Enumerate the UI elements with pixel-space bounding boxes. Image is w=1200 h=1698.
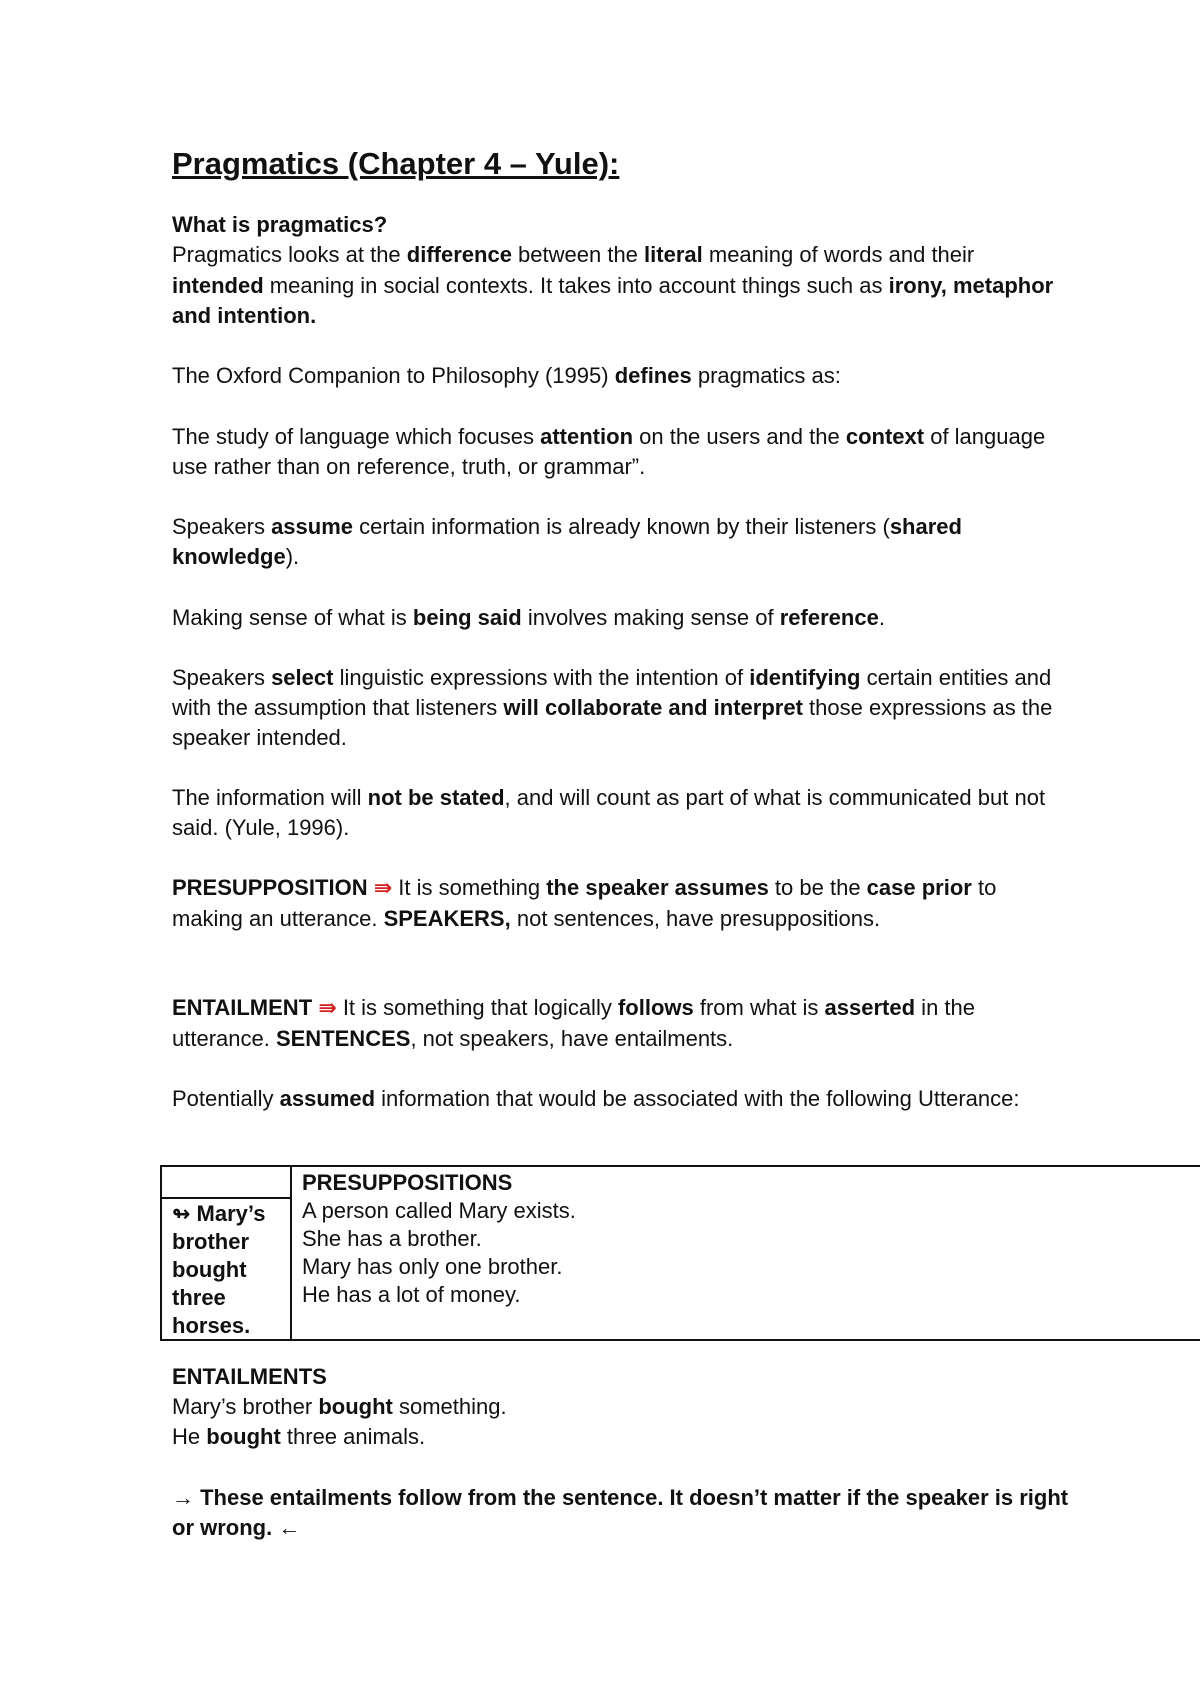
entailments-section [172, 1362, 1072, 1452]
what-is-section [172, 210, 1072, 331]
select-paragraph [172, 663, 1072, 753]
assume-paragraph [172, 512, 1072, 572]
term-label: PRESUPPOSITION [172, 875, 368, 900]
table-row: A person called Mary exists. [302, 1198, 576, 1223]
text-run: of language use rather than on reference, truth, or grammar”. [172, 424, 1046, 479]
text-run: , not speakers, have entailments. [410, 1026, 734, 1051]
text-run: on the users and the [633, 424, 846, 449]
text-run: three animals. [280, 1424, 426, 1449]
empty-header-cell [162, 1167, 290, 1199]
text-run: between the [511, 242, 645, 267]
table-row: She has a brother. [302, 1226, 482, 1251]
text-run: Making sense of what is [172, 605, 413, 630]
utterance-text: ↬ Mary’s brother bought three horses. [172, 1201, 266, 1338]
term-label: ENTAILMENT [172, 995, 313, 1020]
definition-paragraph [172, 422, 1072, 482]
text-run: pragmatics as: [691, 363, 841, 388]
bold-term: being said [412, 605, 522, 630]
bold-term: defines [614, 363, 692, 388]
presuppositions-table [160, 1165, 1200, 1341]
entailment-definition [172, 993, 1072, 1054]
text-run: ). [285, 544, 300, 569]
implies-arrow-icon: ⇛ [373, 876, 393, 901]
text-run: from what is [693, 995, 825, 1020]
bold-term: irony, metaphor and intention. [172, 273, 1054, 328]
bold-term: asserted [824, 995, 916, 1020]
table-header: PRESUPPOSITIONS [302, 1170, 513, 1195]
table-row: He has a lot of money. [302, 1282, 521, 1307]
conclusion-text: → These entailments follow from the sentence. It doesn’t matter if the speaker is right or wrong. ← [172, 1485, 1069, 1540]
section-heading: What is pragmatics? [172, 212, 388, 237]
text-run: linguistic expressions with the intention of [333, 665, 750, 690]
text-run: Pragmatics looks at the [172, 242, 407, 267]
bold-term: assume [271, 514, 354, 539]
bold-term: literal [644, 242, 703, 267]
bold-term: shared knowledge [172, 514, 962, 569]
bold-term: bought [318, 1394, 393, 1419]
bold-term: context [845, 424, 925, 449]
text-run: certain information is already known by their listeners ( [353, 514, 890, 539]
text-run: The information will [172, 785, 368, 810]
bold-term: reference [779, 605, 879, 630]
conclusion-paragraph [172, 1483, 1072, 1543]
assumed-info-paragraph [172, 1084, 1072, 1114]
not-stated-paragraph [172, 783, 1072, 843]
bold-term: follows [617, 995, 694, 1020]
bold-term: the speaker assumes [546, 875, 769, 900]
bold-term: not be stated [367, 785, 505, 810]
bold-term: attention [540, 424, 634, 449]
text-run: certain entities and with the assumption that listeners [172, 665, 1052, 720]
table-row: Mary has only one brother. [302, 1254, 563, 1279]
text-run: It is something that logically [336, 995, 618, 1020]
text-run: those expressions as the speaker intended. [172, 695, 1053, 750]
text-run: to be the [768, 875, 867, 900]
bold-term: difference [406, 242, 512, 267]
text-run: meaning of words and their [702, 242, 975, 267]
oxford-paragraph [172, 361, 1072, 391]
reference-paragraph [172, 603, 1072, 633]
text-run: Potentially [172, 1086, 280, 1111]
bold-term: SPEAKERS, [383, 906, 511, 931]
text-run: meaning in social contexts. It takes into account things such as [263, 273, 889, 298]
text-run: Speakers [172, 665, 272, 690]
section-heading: ENTAILMENTS [172, 1364, 327, 1389]
text-run: . [878, 605, 885, 630]
implies-arrow-icon: ⇛ [318, 996, 337, 1021]
text-run: to making an utterance. [172, 875, 997, 931]
text-run: information that would be associated with the following Utterance: [375, 1086, 1020, 1111]
bold-term: SENTENCES [275, 1026, 411, 1051]
text-run: The study of language which focuses [172, 424, 541, 449]
text-run: not sentences, have presuppositions. [510, 906, 881, 931]
text-run: something. [392, 1394, 507, 1419]
text-run: Speakers [172, 514, 272, 539]
text-run: in the utterance. [172, 995, 975, 1051]
bold-term: assumed [279, 1086, 376, 1111]
bold-term: case prior [866, 875, 972, 900]
utterance-column [162, 1167, 292, 1339]
presuppositions-column [302, 1167, 1182, 1309]
bold-term: select [271, 665, 334, 690]
bold-term: bought [206, 1424, 281, 1449]
text-run: , and will count as part of what is communicated but not said. (Yule, 1996). [172, 785, 1046, 840]
text-run: The Oxford Companion to Philosophy (1995) [172, 363, 615, 388]
text-run: He [172, 1424, 207, 1449]
presupposition-definition [172, 873, 1072, 934]
page-title: Pragmatics (Chapter 4 – Yule): [172, 146, 620, 181]
bold-term: will collaborate and interpret [503, 695, 803, 720]
bold-term: identifying [749, 665, 861, 690]
text-run: Mary’s brother [172, 1394, 319, 1419]
text-run: involves making sense of [521, 605, 780, 630]
text-run: It is something [392, 875, 547, 900]
bold-term: intended [172, 273, 264, 298]
